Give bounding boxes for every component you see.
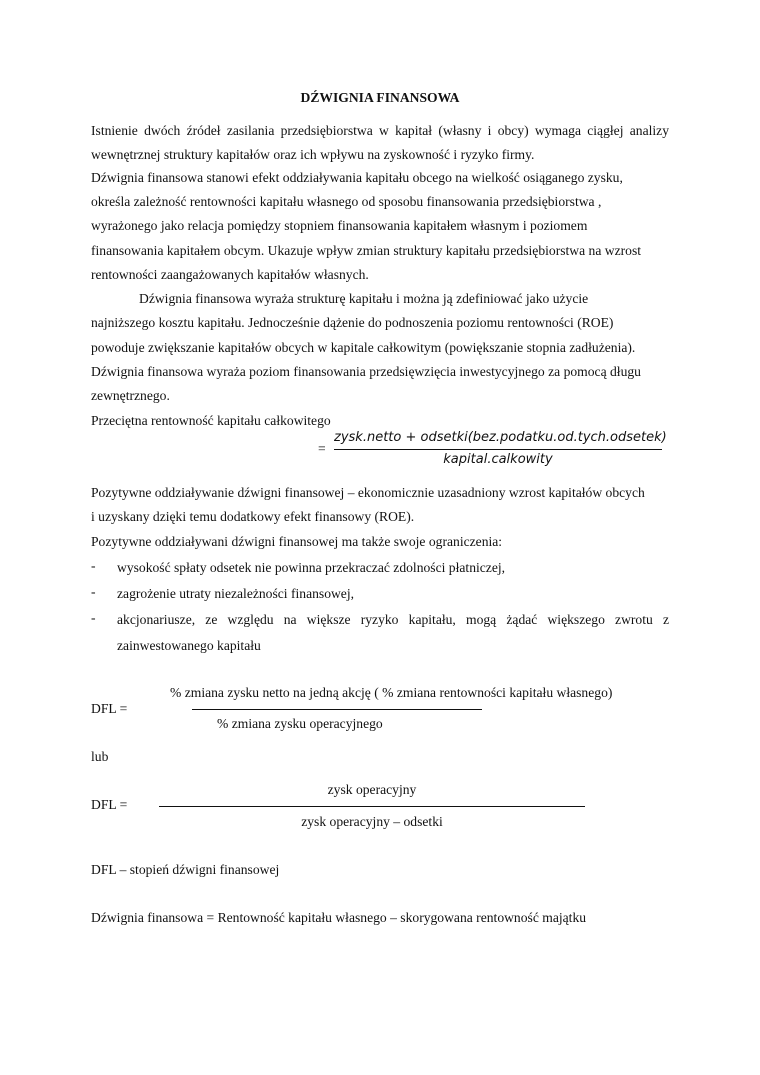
structure-line-3: powoduje zwiększanie kapitałów obcych w kapitale całkowitym (powiększanie stopnia zadłużenia). (91, 340, 636, 355)
avg-return-label: Przeciętna rentowność kapitału całkowitego (91, 413, 331, 428)
definition-line-1: Dźwignia finansowa stanowi efekt oddziaływania kapitału obcego na wielkość osiąganego zysku, (91, 170, 623, 185)
final-formula: Dźwignia finansowa = Rentowność kapitału własnego – skorygowana rentowność majątku (91, 910, 587, 925)
structure-line-4: Dźwignia finansowa wyraża poziom finansowania przedsięwzięcia inwestycyjnego za pomocą długu (91, 364, 641, 379)
bullet-item-3: akcjonariusze, ze względu na większe ryzyko kapitału, mogą żądać większego zwrotu z zainwestowanego kapitału (117, 612, 669, 653)
dfl-definition: DFL – stopień dźwigni finansowej (91, 862, 280, 877)
positive-line-1: Pozytywne oddziaływanie dźwigni finansowej – ekonomicznie uzasadniony wzrost kapitałów obcych (91, 485, 645, 500)
dfl1-fraction-bar (192, 709, 482, 710)
definition-line-4: finansowania kapitałem obcym. Ukazuje wpływ zmian struktury kapitału przedsiębiorstwa na wzrost (91, 243, 642, 258)
structure-line-1: Dźwignia finansowa wyraża strukturę kapitału i można ją zdefiniować jako użycie (139, 291, 589, 306)
dfl2-numerator: zysk operacyjny (327, 782, 417, 797)
dfl1-denominator: % zmiana zysku operacyjnego (217, 716, 383, 731)
document-title: DŹWIGNIA FINANSOWA (300, 90, 460, 105)
formula1-fraction-bar (334, 449, 662, 450)
definition-line-3: wyrażonego jako relacja pomiędzy stopniem finansowania kapitałem własnym i poziomem (91, 218, 588, 233)
structure-line-5: zewnętrznego. (91, 388, 170, 403)
dfl1-label: DFL = (91, 701, 128, 716)
bullet-marker-3: - (91, 610, 96, 625)
formula1-numerator: zysk.netto + odsetki(bez.podatku.od.tych.odsetek) (334, 430, 667, 445)
dfl2-denominator: zysk operacyjny – odsetki (301, 814, 443, 829)
bullet-marker-1: - (91, 558, 96, 573)
definition-line-5: rentowności zaangażowanych kapitałów własnych. (91, 267, 369, 282)
dfl2-label: DFL = (91, 797, 128, 812)
positive-line-2: i uzyskany dzięki temu dodatkowy efekt finansowy (ROE). (91, 509, 415, 524)
bullet-item-1: wysokość spłaty odsetek nie powinna przekraczać zdolności płatniczej, (117, 560, 506, 575)
dfl2-fraction-bar (159, 806, 585, 807)
bullet-marker-2: - (91, 584, 96, 599)
intro-paragraph: Istnienie dwóch źródeł zasilania przedsiębiorstwa w kapitał (własny i obcy) wymaga ciągłej analizy wewnętrznej struktury kapitałów oraz ich wpływu na zyskowność i ryzyko firmy. (91, 123, 669, 163)
bullet-item-2: zagrożenie utraty niezależności finansowej, (117, 586, 355, 601)
definition-line-2: określa zależność rentowności kapitału własnego od sposobu finansowania przedsiębiorstwa , (91, 194, 602, 209)
structure-line-2: najniższego kosztu kapitału. Jednocześnie dążenie do podnoszenia poziomu rentowności (ROE) (91, 315, 614, 330)
formula1-denominator: kapital.calkowity (443, 452, 553, 467)
limits-intro: Pozytywne oddziaływani dźwigni finansowej ma także swoje ograniczenia: (91, 534, 503, 549)
dfl1-numerator: % zmiana zysku netto na jedną akcję ( % zmiana rentowności kapitału własnego) (170, 685, 613, 700)
or-text: lub (91, 749, 109, 764)
formula1-equals: = (318, 441, 326, 456)
